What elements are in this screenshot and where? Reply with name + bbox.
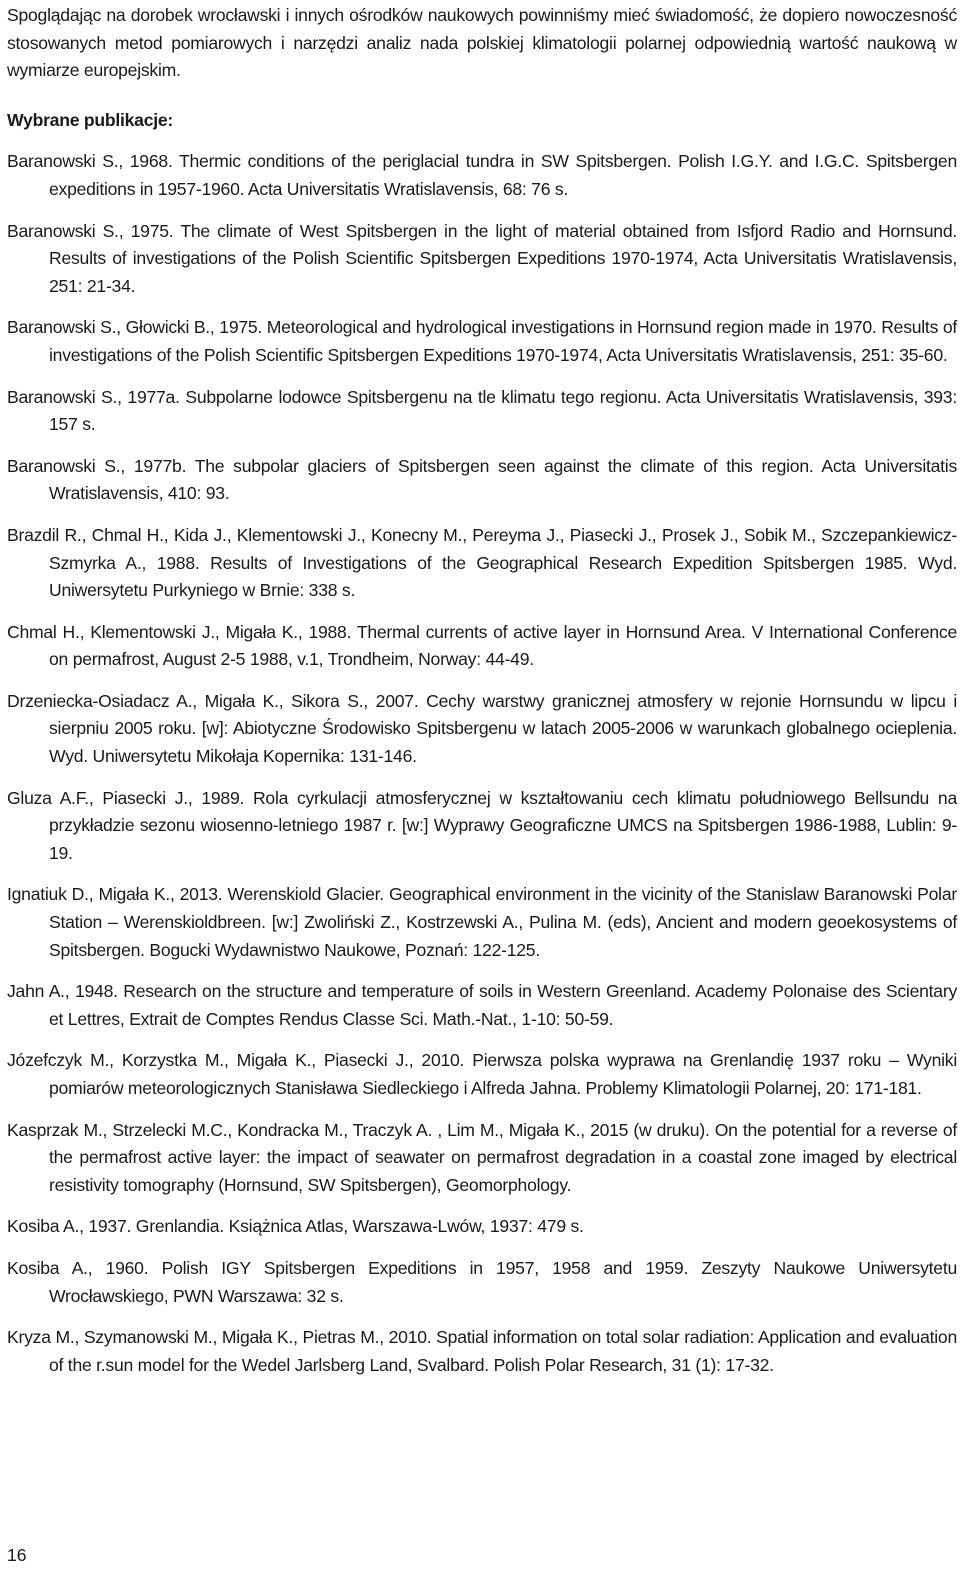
reference-item: Kosiba A., 1960. Polish IGY Spitsbergen Expeditions in 1957, 1958 and 1959. Zeszyty Naukowe Uniwersytetu Wrocławskiego, PWN Warszawa: 32 s. (7, 1257, 957, 1306)
intro-paragraph: Spoglądając na dorobek wrocławski i innych ośrodków naukowych powinniśmy mieć świadomość, że dopiero nowoczesność stosowanych metod pomiarowych i narzędzi analiz nada polskiej klimatologii polarnej odpowiednią wartość naukową w wymiarze europejskim. (7, 5, 957, 81)
reference-item: Kryza M., Szymanowski M., Migała K., Pietras M., 2010. Spatial information on total solar radiation: Application and evaluation of the r.sun model for the Wedel Jarlsberg Land, Svalbard. Polish Polar Research, 31 (1): 17-32. (7, 1327, 957, 1375)
section-heading: Wybrane publikacje: (7, 109, 174, 130)
page-number: 16 (7, 1545, 27, 1565)
reference-item: Kasprzak M., Strzelecki M.C., Kondracka M., Traczyk A. , Lim M., Migała K., 2015 (w druku). On the potential for a reverse of the permafrost active layer: the impact of seawater on permafrost degradation in a coastal zone imaged by electrical resistivity tomography (Hornsund, SW Spitsbergen), Geomorphology. (7, 1119, 957, 1195)
reference-item: Gluza A.F., Piasecki J., 1989. Rola cyrkulacji atmosferycznej w kształtowaniu cech klimatu południowego Bellsundu na przykładzie sezonu wiosenno-letniego 1987 r. [w:] Wyprawy Geograficzne UMCS na Spitsbergen 1986-1988, Lublin: 9-19. (7, 787, 957, 863)
reference-item: Jahn A., 1948. Research on the structure and temperature of soils in Western Greenland. Academy Polonaise des Scientary et Lettres, Extrait de Comptes Rendus Classe Sci. Math.-Nat., 1-10: 50-59. (7, 981, 957, 1029)
reference-item: Kosiba A., 1937. Grenlandia. Książnica Atlas, Warszawa-Lwów, 1937: 479 s. (7, 1216, 584, 1237)
reference-item: Drzeniecka-Osiadacz A., Migała K., Sikora S., 2007. Cechy warstwy granicznej atmosfery w rejonie Hornsundu w lipcu i sierpniu 2005 roku. [w]: Abiotyczne Środowisko Spitsbergenu w latach 2005-2006 w warunkach globalnego ocieplenia. Wyd. Uniwersytetu Mikołaja Kopernika: 131-146. (7, 690, 957, 767)
reference-item: Ignatiuk D., Migała K., 2013. Werenskiold Glacier. Geographical environment in the vicinity of the Stanislaw Baranowski Polar Station – Werenskioldbreen. [w:] Zwoliński Z., Kostrzewski A., Pulina M. (eds), Ancient and modern geoekosystems of Spitsbergen. Bogucki Wydawnistwo Naukowe, Poznań: 122-125. (7, 884, 957, 960)
reference-item: Baranowski S., 1968. Thermic conditions of the periglacial tundra in SW Spitsbergen. Polish I.G.Y. and I.G.C. Spitsbergen expeditions in 1957-1960. Acta Universitatis Wratislavensis, 68: 76 s. (7, 151, 957, 199)
document-page (7, 0, 957, 1572)
reference-item: Baranowski S., Głowicki B., 1975. Meteorological and hydrological investigations in Hornsund region made in 1970. Results of investigations of the Polish Scientific Spitsbergen Expeditions 1970-1974, Acta Universitatis Wratislavensis, 251: 35-60. (7, 317, 957, 365)
reference-item: Józefczyk M., Korzystka M., Migała K., Piasecki J., 2010. Pierwsza polska wyprawa na Grenlandię 1937 roku – Wyniki pomiarów meteorologicznych Stanisława Siedleckiego i Alfreda Jahna. Problemy Klimatologii Polarnej, 20: 171-181. (7, 1050, 957, 1098)
reference-item: Chmal H., Klementowski J., Migała K., 1988. Thermal currents of active layer in Hornsund Area. V International Conference on permafrost, August 2-5 1988, v.1, Trondheim, Norway: 44-49. (7, 621, 957, 670)
reference-item: Baranowski S., 1977a. Subpolarne lodowce Spitsbergenu na tle klimatu tego regionu. Acta Universitatis Wratislavensis, 393: 157 s. (7, 386, 957, 435)
reference-list (7, 148, 957, 1379)
reference-item: Baranowski S., 1975. The climate of West Spitsbergen in the light of material obtained from Isfjord Radio and Hornsund. Results of investigations of the Polish Scientific Spitsbergen Expeditions 1970-1974, Acta Universitatis Wratislavensis, 251: 21-34. (7, 220, 957, 296)
reference-item: Brazdil R., Chmal H., Kida J., Klementowski J., Konecny M., Pereyma J., Piasecki J., Prosek J., Sobik M., Szczepankiewicz-Szmyrka A., 1988. Results of Investigations of the Geographical Research Expedition Spitsbergen 1985. Wyd. Uniwersytetu Purkyniego w Brnie: 338 s. (7, 524, 957, 601)
reference-item: Baranowski S., 1977b. The subpolar glaciers of Spitsbergen seen against the climate of this region. Acta Universitatis Wratislavensis, 410: 93. (7, 455, 957, 504)
